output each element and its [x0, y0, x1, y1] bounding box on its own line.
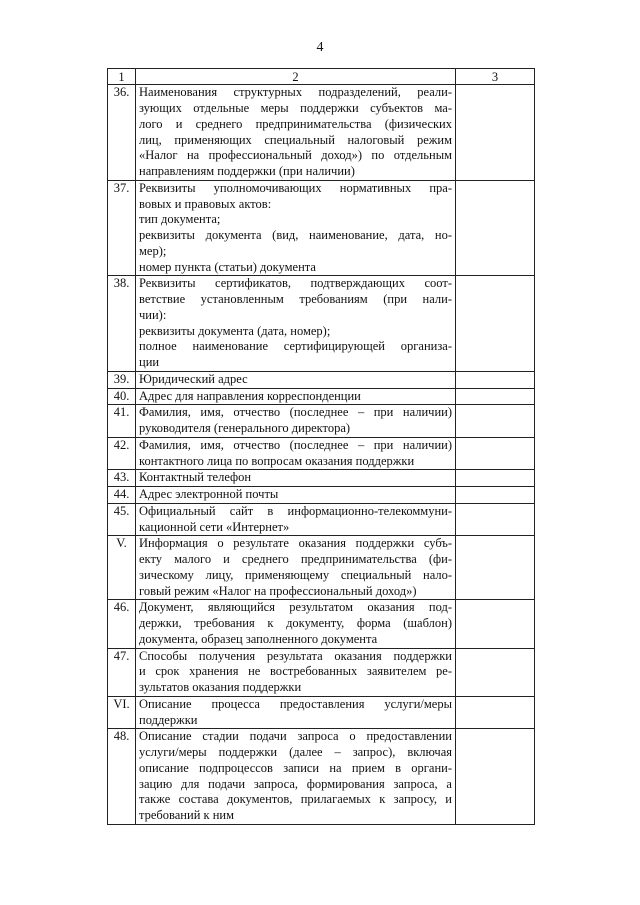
description-line: Реквизиты сертификатов, подтверждающих соот- — [139, 276, 452, 291]
description-line: екту малого и среднего предпринимательства (фи- — [139, 552, 452, 567]
description-line: реквизиты документа (дата, номер); — [139, 323, 331, 338]
description-line: мер); — [139, 243, 167, 258]
header-col-1: 1 — [108, 69, 136, 85]
row-number: 45. — [108, 503, 136, 536]
row-number: 48. — [108, 729, 136, 825]
row-value-cell — [456, 536, 535, 600]
row-value-cell — [456, 405, 535, 438]
table-row — [108, 696, 535, 729]
table-row — [108, 470, 535, 487]
row-number: 46. — [108, 600, 136, 648]
description-line: Информация о результате оказания поддержки субъ- — [139, 536, 452, 551]
table-row — [108, 729, 535, 825]
row-value-cell — [456, 600, 535, 648]
row-description — [136, 470, 456, 487]
description-line: Адрес электронной почты — [139, 487, 279, 502]
description-line: реквизиты документа (вид, наименование, дата, но- — [139, 228, 452, 243]
description-line: держки, требования к документу, форма (шаблон) — [139, 616, 452, 631]
description-line: руководителя (генерального директора) — [139, 421, 351, 436]
row-value-cell — [456, 729, 535, 825]
row-description — [136, 487, 456, 504]
row-number: 39. — [108, 371, 136, 388]
description-line: Официальный сайт в информационно-телекоммуни- — [139, 503, 452, 518]
description-line: тип документа; — [139, 212, 221, 227]
row-number: 40. — [108, 388, 136, 405]
row-number: 38. — [108, 276, 136, 372]
table-body — [108, 85, 535, 825]
description-line: Фамилия, имя, отчество (последнее – при наличии) — [139, 437, 452, 452]
description-line: Описание стадии подачи запроса о предоставлении — [139, 729, 452, 744]
row-number: VI. — [108, 696, 136, 729]
description-line: документа, образец заполненного документа — [139, 631, 378, 646]
row-description — [136, 600, 456, 648]
description-line: требований к ним — [139, 808, 234, 823]
row-value-cell — [456, 696, 535, 729]
table-row — [108, 405, 535, 438]
table-row — [108, 371, 535, 388]
row-description — [136, 696, 456, 729]
row-description — [136, 437, 456, 470]
table-header-row — [108, 69, 535, 85]
row-description — [136, 536, 456, 600]
description-line: зическому лицу, применяющему специальный нало- — [139, 567, 452, 582]
table-row — [108, 85, 535, 181]
description-line: поддержки — [139, 712, 198, 727]
description-line: вовых и правовых актов: — [139, 196, 272, 211]
table-row — [108, 388, 535, 405]
description-line: полное наименование сертифицирующей организа- — [139, 339, 452, 354]
table-row — [108, 536, 535, 600]
row-number: 44. — [108, 487, 136, 504]
row-number: 47. — [108, 648, 136, 696]
table-row — [108, 503, 535, 536]
table-row — [108, 487, 535, 504]
row-number: 41. — [108, 405, 136, 438]
description-line: Способы получения результата оказания поддержки — [139, 648, 452, 663]
row-value-cell — [456, 470, 535, 487]
description-line: контактного лица по вопросам оказания поддержки — [139, 453, 415, 468]
description-line: номер пункта (статьи) документа — [139, 259, 316, 274]
row-description — [136, 388, 456, 405]
row-value-cell — [456, 487, 535, 504]
table-row — [108, 600, 535, 648]
description-line: лиц, применяющих специальный налоговый режим — [139, 132, 452, 147]
description-line: и срок хранения не востребованных заявителем ре- — [139, 664, 452, 679]
row-description — [136, 276, 456, 372]
description-line: ветствие установленным требованиям (при нали- — [139, 292, 452, 307]
description-line: Адрес для направления корреспонденции — [139, 388, 361, 403]
description-line: направлениям поддержки (при наличии) — [139, 164, 355, 179]
page-number: 4 — [316, 40, 324, 55]
description-line: Контактный телефон — [139, 470, 252, 485]
description-line: Фамилия, имя, отчество (последнее – при наличии) — [139, 405, 452, 420]
description-line: зующих отдельные меры поддержки субъектов ма- — [139, 101, 452, 116]
description-line: ции — [139, 355, 160, 370]
row-number: 43. — [108, 470, 136, 487]
description-line: Наименования структурных подразделений, реали- — [139, 85, 452, 100]
description-line: зультатов оказания поддержки — [139, 680, 302, 695]
description-line: Реквизиты уполномочивающих нормативных пра- — [139, 180, 452, 195]
description-line: услуги/меры поддержки (далее – запрос), включая — [139, 745, 452, 760]
description-line: также состава документов, прилагаемых к запросу, и — [139, 792, 452, 807]
row-number: 42. — [108, 437, 136, 470]
header-col-3: 3 — [456, 69, 535, 85]
description-line: чии): — [139, 307, 167, 322]
row-value-cell — [456, 503, 535, 536]
row-value-cell — [456, 648, 535, 696]
row-value-cell — [456, 437, 535, 470]
row-description — [136, 729, 456, 825]
description-line: описание подпроцессов записи на прием в органи- — [139, 760, 452, 775]
table-row — [108, 276, 535, 372]
description-line: Документ, являющийся результатом оказания под- — [139, 600, 452, 615]
description-line: говый режим «Налог на профессиональный доход») — [139, 583, 417, 598]
row-description — [136, 371, 456, 388]
row-value-cell — [456, 85, 535, 181]
row-number: 36. — [108, 85, 136, 181]
description-line: «Налог на профессиональный доход») по отдельным — [139, 148, 452, 163]
table-row — [108, 180, 535, 276]
row-number: 37. — [108, 180, 136, 276]
row-value-cell — [456, 276, 535, 372]
header-col-2: 2 — [136, 69, 456, 85]
row-description — [136, 180, 456, 276]
row-description — [136, 85, 456, 181]
row-description — [136, 648, 456, 696]
row-description — [136, 405, 456, 438]
row-description — [136, 503, 456, 536]
row-number: V. — [108, 536, 136, 600]
description-line: зацию для подачи запроса, формирования запроса, а — [139, 776, 452, 791]
table-row — [108, 648, 535, 696]
row-value-cell — [456, 180, 535, 276]
description-line: кационной сети «Интернет» — [139, 519, 290, 534]
row-value-cell — [456, 388, 535, 405]
row-value-cell — [456, 371, 535, 388]
description-line: Юридический адрес — [139, 371, 248, 386]
description-line: лого и среднего предпринимательства (физических — [139, 116, 452, 131]
requirements-table — [107, 68, 535, 825]
description-line: Описание процесса предоставления услуги/меры — [139, 696, 452, 711]
table-row — [108, 437, 535, 470]
